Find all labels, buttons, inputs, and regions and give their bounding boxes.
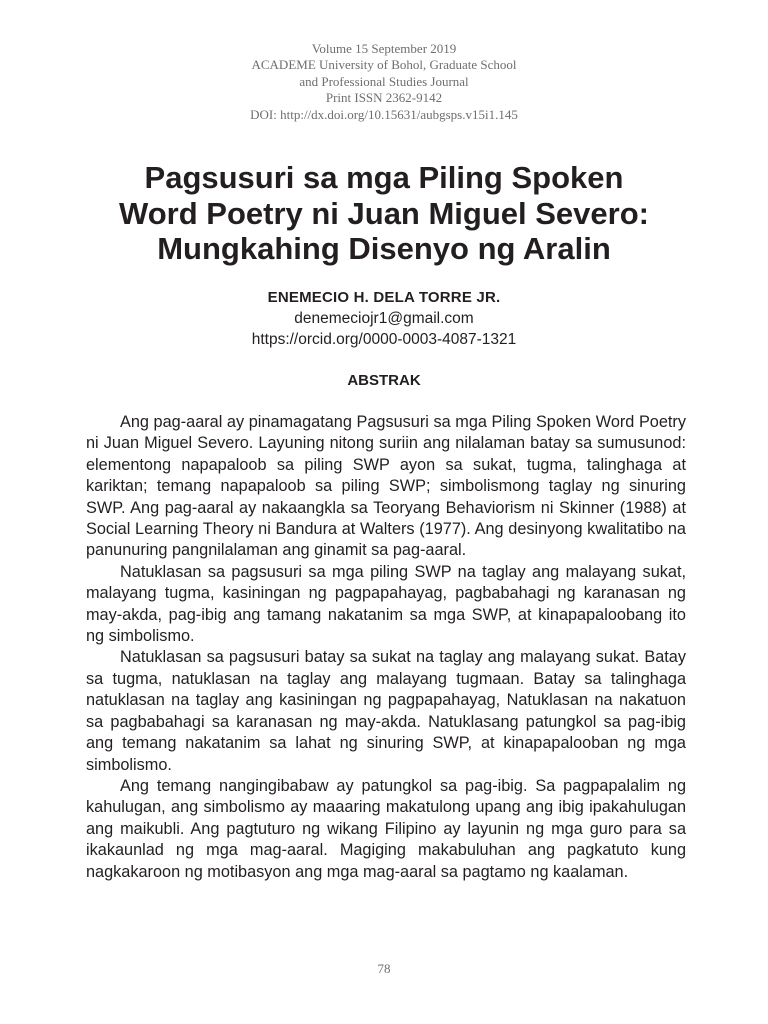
- page-number: 78: [377, 961, 391, 976]
- abstract-paragraph: Natuklasan sa pagsusuri batay sa sukat na taglay ang malayang sukat. Batay sa tugma, natuklasan na taglay ang malayang tugmaan. Batay sa talinghaga natuklasan na taglay ang kasiningan ng pagpapahayag, Natuklasan na nakatuon sa pagbabahagi sa karanasan ng may-akda. Natuklasang patungkol sa pag-ibig ang temang nakatanim sa lahat ng sinuring SWP, at kinapapalooban ng mga simbolismo.: [86, 648, 686, 774]
- article-title: [0, 160, 768, 267]
- abstract-paragraph: Natuklasan sa pagsusuri sa mga piling SWP na taglay ang malayang sukat, malayang tugma, kasiningan ng pagpapahayag, pagbabahagi ng karanasan ng may-akda, pag-ibig ang tamang nakatanim sa mga SWP, at kinapapaloobang ito ng simbolismo.: [86, 562, 686, 646]
- journal-name-line: ACADEME University of Bohol, Graduate School: [251, 57, 517, 73]
- abstract-heading: ABSTRAK: [347, 372, 421, 389]
- abstract-paragraph: Ang temang nangingibabaw ay patungkol sa pag-ibig. Sa pagpapalalim ng kahulugan, ang simbolismo ay maaaring makatulong upang ang ibig ipakahulugan ang maikubli. Ang pagtuturo ng wikang Filipino ay layunin ng mga guro para sa ikakaunlad ng mga mag-aaral. Magiging makabuluhan ang pagkatuto kung nagkakaroon ng motibasyon ang mga mag-aaral sa pagtamo ng kaalaman.: [86, 776, 686, 881]
- author-block: [0, 287, 768, 350]
- abstract-paragraph: Ang pag-aaral ay pinamagatang Pagsusuri sa mga Piling Spoken Word Poetry ni Juan Miguel Severo. Layuning nitong suriin ang nilalaman batay sa sumusunod: elementong napapaloob sa piling SWP ayon sa sukat, tugma, talinghaga at kariktan; temang napapaloob sa piling SWP; simbolismong taglay ng sinuring SWP. Ang pag-aaral ay nakaangkla sa Teoryang Behaviorism ni Skinner (1988) at Social Learning Theory ni Bandura at Walters (1977). Ang desinyong kwalitatibo na panunuring pangnilalaman ang ginamit sa pag-aaral.: [86, 413, 686, 560]
- article-title-line: Mungkahing Disenyo ng Aralin: [157, 231, 611, 266]
- journal-doi: DOI: http://dx.doi.org/10.15631/aubgsps.v15i1.145: [250, 106, 518, 122]
- author-email: denemeciojr1@gmail.com: [294, 310, 474, 327]
- author-orcid: https://orcid.org/0000-0003-4087-1321: [251, 331, 517, 348]
- journal-volume-line: Volume 15 September 2019: [311, 41, 457, 56]
- journal-header: [0, 41, 768, 123]
- abstract-body: [86, 412, 686, 883]
- article-title-line: Word Poetry ni Juan Miguel Severo:: [119, 195, 649, 231]
- journal-name-line-continued: and Professional Studies Journal: [299, 73, 469, 89]
- article-title-line: Pagsusuri sa mga Piling Spoken: [144, 160, 624, 195]
- journal-issn: Print ISSN 2362-9142: [325, 90, 443, 106]
- author-name: ENEMECIO H. DELA TORRE JR.: [267, 289, 501, 306]
